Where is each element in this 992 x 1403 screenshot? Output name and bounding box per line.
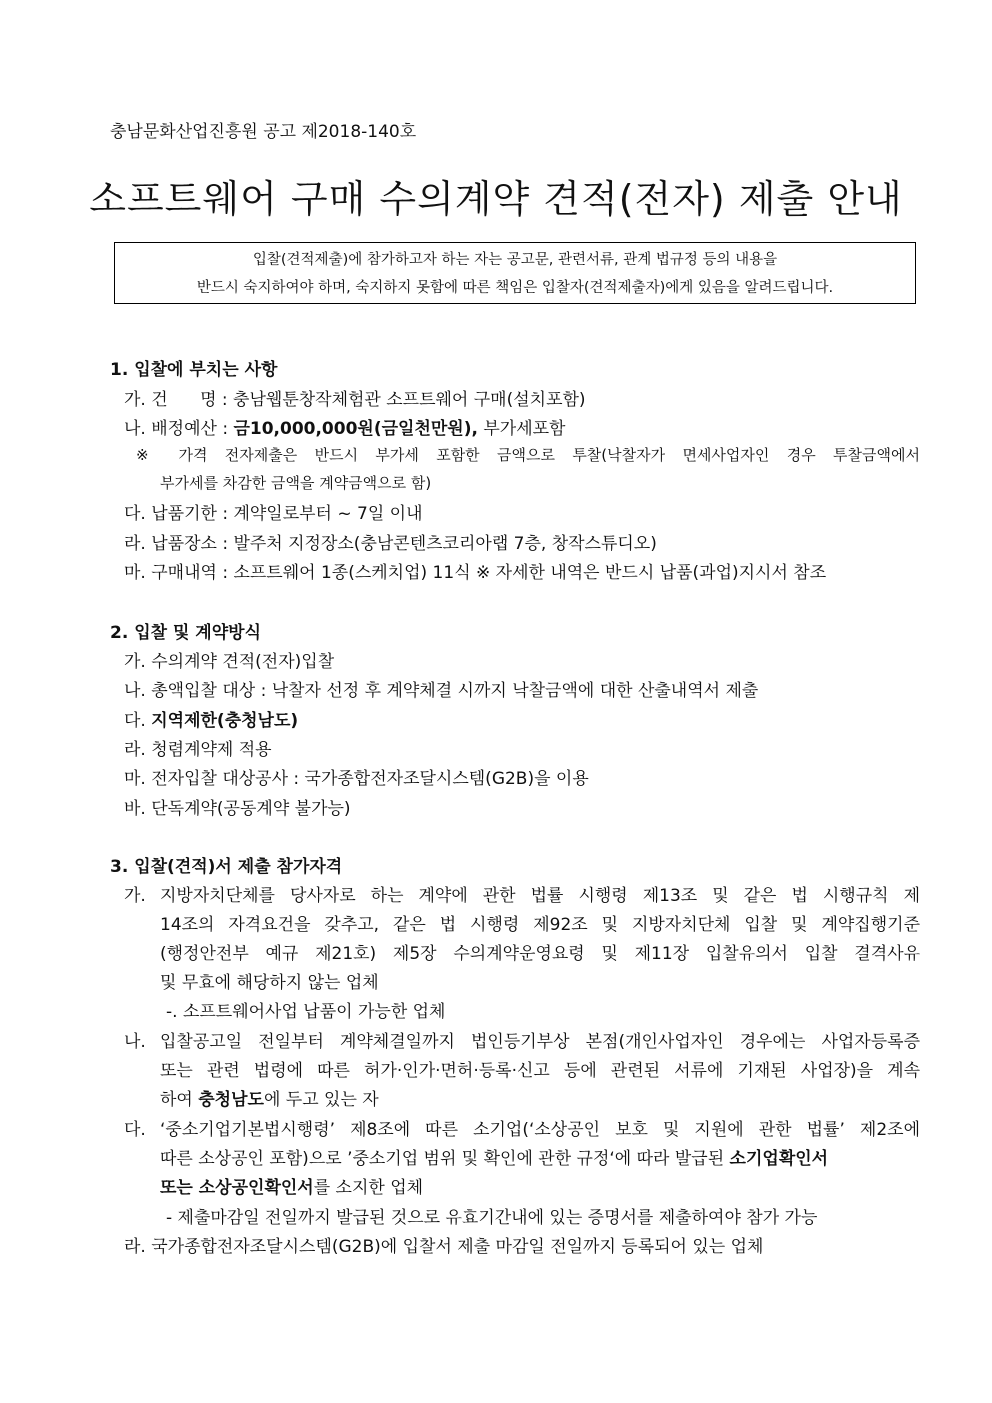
item-region-limit (124, 706, 298, 731)
document-title: 소프트웨어 구매 수의계약 견적(전자) 제출 안내 (89, 177, 903, 221)
qualification-text-line (160, 1173, 423, 1198)
item-integrity-contract: 라. 청렴계약제 적용 (124, 740, 272, 760)
budget-amount: 금10,000,000원(금일천만원), (233, 419, 478, 439)
qualification-text-line: 및 무효에 해당하지 않는 업체 (160, 973, 379, 993)
item-value: 충남웹툰창작체험관 소프트웨어 구매(설치포함) (233, 390, 586, 410)
qualification-text-line: 14조의 자격요건을 갖추고, 같은 법 시행령 제92조 및 지방자치단체 입찰 및 계약집행기준 (160, 915, 920, 935)
qualification-text-line (160, 1085, 379, 1110)
region-name: 충청남도 (198, 1090, 264, 1110)
notice-box-line: 반드시 숙지하여야 하며, 숙지하지 못함에 따른 책임은 입찰자(견적제출자)에게 있음을 알려드립니다. (196, 280, 834, 296)
item-bid-method: 가. 수의계약 견적(전자)입찰 (124, 652, 335, 672)
qualification-text-line: 입찰공고일 전일부터 계약체결일까지 법인등기부상 본점(개인사업자인 경우에는 사업자등록증 (160, 1032, 920, 1052)
item-lump-sum-bid: 나. 총액입찰 대상 : 낙찰자 선정 후 계약체결 시까지 낙찰금액에 대한 산출내역서 제출 (124, 681, 759, 701)
notice-box-line: 입찰(견적제출)에 참가하고자 하는 자는 공고문, 관련서류, 관계 법규정 등의 내용을 (252, 252, 778, 268)
qualification-text-line: 지방자치단체를 당사자로 하는 계약에 관한 법률 시행령 제13조 및 같은 법 시행규칙 제 (160, 886, 920, 906)
item-budget (124, 414, 565, 439)
price-note-line: ※ 가격 전자제출은 반드시 부가세 포함한 금액으로 투찰(낙찰자가 면세사업자인 경우 투찰금액에서 (136, 446, 920, 464)
qualification-text-line: (행정안전부 예규 제21호) 제5장 수의계약운영요령 및 제11장 입찰유의서 입찰 결격사유 (160, 944, 920, 964)
budget-suffix: 부가세포함 (477, 419, 566, 439)
item-purchase-details: 마. 구매내역 : 소프트웨어 1종(스케치업) 11식 ※ 자세한 내역은 반드시 납품(과업)지시서 참조 (124, 563, 827, 583)
item-title (124, 385, 586, 410)
item-delivery-place: 라. 납품장소 : 발주처 지정장소(충남콘텐츠코리아랩 7층, 창작스튜디오) (124, 534, 657, 554)
notice-number: 충남문화산업진흥원 공고 제2018-140호 (110, 122, 417, 142)
certificate-name: 또는 소상공인확인서 (160, 1178, 314, 1198)
item-label: 나. (124, 1032, 146, 1052)
item-label: 가. (124, 886, 146, 906)
section-heading-1: 1. 입찰에 부치는 사항 (110, 360, 278, 380)
section-heading-3: 3. 입찰(견적)서 제출 참가자격 (110, 857, 343, 877)
item-delivery-period: 다. 납품기한 : 계약일로부터 ~ 7일 이내 (124, 504, 423, 524)
item-single-contract: 바. 단독계약(공동계약 불가능) (124, 799, 351, 819)
qualification-sub-item: -. 소프트웨어사업 납품이 가능한 업체 (166, 1002, 446, 1022)
item-g2b-registration: 라. 국가종합전자조달시스템(G2B)에 입찰서 제출 마감일 전일까지 등록되어 있는 업체 (124, 1237, 764, 1257)
text-segment: 따른 소상공인 포함)으로 ’중소기업 범위 및 확인에 관한 규정‘에 따라 발급된 (160, 1149, 730, 1169)
text-segment: 하여 (160, 1090, 199, 1110)
qualification-sub-item: - 제출마감일 전일까지 발급된 것으로 유효기간내에 있는 증명서를 제출하여야 참가 가능 (166, 1208, 818, 1228)
item-label: 가. 건 명 : (124, 390, 234, 410)
price-note-line: 부가세를 차감한 금액을 계약금액으로 함) (160, 474, 432, 492)
region-limit-value: 지역제한(충청남도) (151, 711, 299, 731)
item-label: 다. (124, 711, 152, 731)
text-segment: 에 두고 있는 자 (263, 1090, 379, 1110)
notice-box (114, 242, 916, 304)
text-segment: 를 소지한 업체 (313, 1178, 424, 1198)
item-label: 다. (124, 1120, 146, 1140)
item-label: 나. 배정예산 : (124, 419, 234, 439)
certificate-name: 소기업확인서 (729, 1149, 829, 1169)
qualification-text-line: 또는 관련 법령에 따른 허가·인가·면허·등록·신고 등에 관련된 서류에 기재된 사업장)을 계속 (160, 1061, 920, 1081)
section-heading-2: 2. 입찰 및 계약방식 (110, 623, 261, 643)
item-e-bidding: 마. 전자입찰 대상공사 : 국가종합전자조달시스템(G2B)을 이용 (124, 769, 589, 789)
qualification-text-line (160, 1144, 828, 1169)
qualification-text-line: ‘중소기업기본법시행령’ 제8조에 따른 소기업(‘소상공인 보호 및 지원에 관한 법률’ 제2조에 (160, 1120, 920, 1140)
